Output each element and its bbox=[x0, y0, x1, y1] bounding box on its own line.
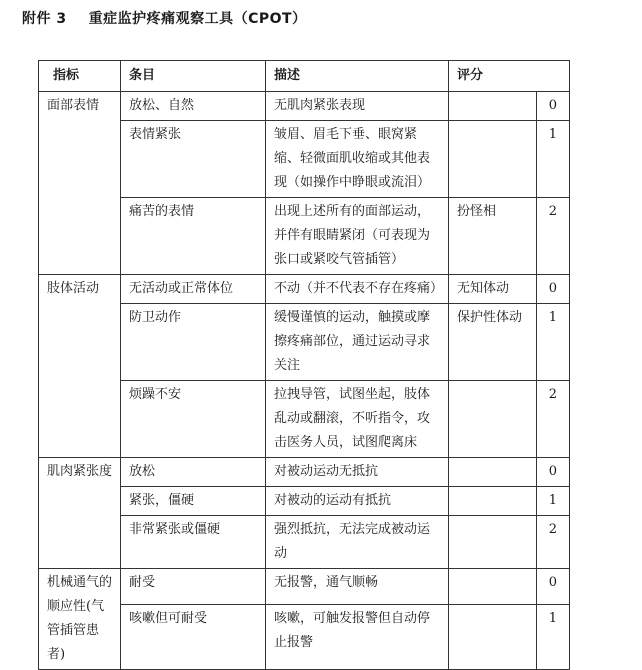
appendix-label: 附件 3 bbox=[22, 11, 67, 27]
score-cell: 1 bbox=[537, 304, 570, 381]
note-cell bbox=[449, 458, 537, 487]
item-cell: 非常紧张或僵硬 bbox=[121, 516, 266, 569]
indicator-cell: 肌肉紧张度 bbox=[39, 458, 121, 569]
score-cell: 2 bbox=[537, 381, 570, 458]
note-cell: 扮怪相 bbox=[449, 198, 537, 275]
note-cell bbox=[449, 121, 537, 198]
description-cell: 缓慢谨慎的运动，触摸或摩擦疼痛部位，通过运动寻求关注 bbox=[266, 304, 449, 381]
item-cell: 放松 bbox=[121, 458, 266, 487]
score-cell: 1 bbox=[537, 604, 570, 669]
header-item: 条目 bbox=[121, 61, 266, 92]
item-cell: 烦躁不安 bbox=[121, 381, 266, 458]
description-cell: 强烈抵抗，无法完成被动运动 bbox=[266, 516, 449, 569]
document-title bbox=[22, 8, 307, 28]
item-cell: 咳嗽但可耐受 bbox=[121, 604, 266, 669]
item-cell: 表情紧张 bbox=[121, 121, 266, 198]
header-description: 描述 bbox=[266, 61, 449, 92]
title-text: 重症监护疼痛观察工具（CPOT） bbox=[88, 11, 307, 27]
item-cell: 耐受 bbox=[121, 569, 266, 605]
note-cell bbox=[449, 487, 537, 516]
item-cell: 无活动或正常体位 bbox=[121, 275, 266, 304]
score-cell: 0 bbox=[537, 275, 570, 304]
item-cell: 紧张，僵硬 bbox=[121, 487, 266, 516]
description-cell: 无肌肉紧张表现 bbox=[266, 92, 449, 121]
description-cell: 皱眉、眉毛下垂、眼窝紧缩、轻微面肌收缩或其他表现（如操作中睁眼或流泪） bbox=[266, 121, 449, 198]
description-cell: 不动（并不代表不存在疼痛） bbox=[266, 275, 449, 304]
score-cell: 2 bbox=[537, 198, 570, 275]
description-cell: 咳嗽，可触发报警但自动停止报警 bbox=[266, 604, 449, 669]
table-row bbox=[39, 275, 570, 304]
indicator-cell: 面部表情 bbox=[39, 92, 121, 275]
description-cell: 对被动运动无抵抗 bbox=[266, 458, 449, 487]
score-cell: 1 bbox=[537, 121, 570, 198]
note-cell bbox=[449, 516, 537, 569]
description-cell: 出现上述所有的面部运动，并伴有眼睛紧闭（可表现为张口或紧咬气管插管） bbox=[266, 198, 449, 275]
score-cell: 0 bbox=[537, 458, 570, 487]
note-cell: 无知体动 bbox=[449, 275, 537, 304]
header-indicator: 指标 bbox=[39, 61, 121, 92]
indicator-cell: 肢体活动 bbox=[39, 275, 121, 458]
item-cell: 防卫动作 bbox=[121, 304, 266, 381]
note-cell bbox=[449, 569, 537, 605]
note-cell: 保护性体动 bbox=[449, 304, 537, 381]
indicator-cell: 机械通气的顺应性(气管插管患者) bbox=[39, 569, 121, 670]
note-cell bbox=[449, 92, 537, 121]
cpot-table bbox=[38, 60, 570, 670]
score-cell: 0 bbox=[537, 92, 570, 121]
note-cell bbox=[449, 604, 537, 669]
note-cell bbox=[449, 381, 537, 458]
score-cell: 2 bbox=[537, 516, 570, 569]
header-row bbox=[39, 61, 570, 92]
description-cell: 无报警，通气顺畅 bbox=[266, 569, 449, 605]
description-cell: 对被动的运动有抵抗 bbox=[266, 487, 449, 516]
table-row bbox=[39, 569, 570, 605]
score-cell: 0 bbox=[537, 569, 570, 605]
item-cell: 痛苦的表情 bbox=[121, 198, 266, 275]
header-score: 评分 bbox=[449, 61, 570, 92]
description-cell: 拉拽导管，试图坐起，肢体乱动或翻滚，不听指令，攻击医务人员，试图爬离床 bbox=[266, 381, 449, 458]
table-row bbox=[39, 92, 570, 121]
score-cell: 1 bbox=[537, 487, 570, 516]
table-row bbox=[39, 458, 570, 487]
item-cell: 放松、自然 bbox=[121, 92, 266, 121]
